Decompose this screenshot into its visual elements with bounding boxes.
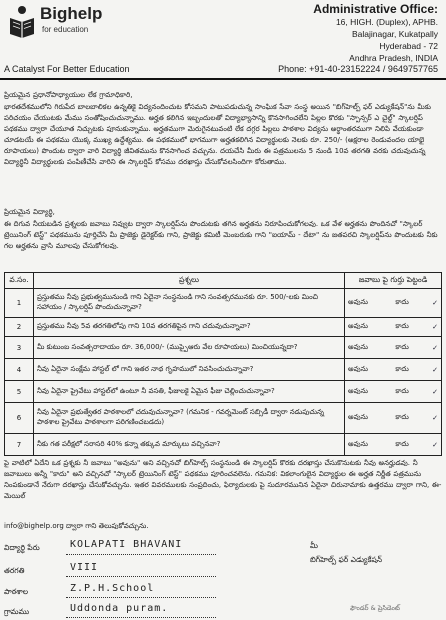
answer-cell[interactable] [345, 318, 442, 337]
office-title: Administrative Office: [313, 2, 438, 16]
answer-yes[interactable]: అవును [348, 298, 368, 306]
answer-cell[interactable] [345, 337, 442, 359]
answer-yes[interactable]: అవును [348, 386, 368, 395]
office-address [218, 2, 438, 64]
row-number: 3 [5, 337, 34, 359]
answer-no[interactable]: కాదు [395, 386, 409, 395]
greeting-student: ప్రియమైన విద్యార్థి, [4, 208, 55, 216]
village-label: గ్రామము [4, 607, 30, 616]
question-text: నీవు ఏదైనా సంక్షేమ హాస్టల్ లో గాని ఇతర నాథ గృహములో నివసించుచున్నావా? [34, 359, 345, 381]
email-contact: info@bighelp.org ద్వారా గాని తెలుపుకోవచ్చును. [4, 522, 149, 530]
checkmark-icon: ✓ [432, 323, 438, 331]
answer-yes[interactable]: అవును [348, 439, 368, 448]
answer-cell[interactable] [345, 434, 442, 456]
checkmark-icon: ✓ [432, 414, 438, 422]
address-line: Andhra Pradesh, INDIA [349, 53, 438, 63]
row-number: 2 [5, 318, 34, 337]
answer-no[interactable]: కాదు [395, 322, 409, 330]
answer-no[interactable]: కాదు [395, 298, 409, 306]
answer-yes[interactable]: అవును [348, 342, 368, 351]
eligibility-table [4, 272, 442, 456]
footer-instructions: పై వాటిలో ఏదేని ఒక ప్రశ్నకు నీ జవాబు "అవును" అని వచ్చినచో బిగ్‌హెల్ప్ సంస్థనుండి ఈ స్కాలర్షిప్ కొరకు దరఖాస్తు చేసుకొనుటకు నీవు అనర్హుడవు. నీ జవాబులు అన్నీ "కాదు" అని వచ్చినచో "స్కాలర్ ట్రెయినింగ్ టెస్ట్" పథకము పూరించవలెను. గమనిక: వికలాంగులైన విద్యార్థుల ఈ అర్హత నిర్ణీత పత్రమును నింపకుండానే నేరుగా దరఖాస్తు చేసుకోవచ్చును. ఇతర వివరములకు సంప్రదించు, ఫిర్యాదులకు పై సుదూరమునిన ఏదైనా చిరునామాకు ఉత్తరము ద్వారా గాని, ఈ-మెయిల్ [4, 459, 442, 500]
question-text: ప్రస్తుతము నీవు 5వ తరగతిలోపు గాని 10వ తరగతిపైన గాని చదువుచున్నావా? [34, 318, 345, 337]
table-header-row [5, 273, 442, 289]
answer-cell[interactable] [345, 359, 442, 381]
checkmark-icon: ✓ [432, 365, 438, 374]
row-number: 5 [5, 381, 34, 403]
row-number: 6 [5, 403, 34, 434]
table-row [5, 434, 442, 456]
header-divider [0, 78, 446, 80]
question-text: నీవు ఏదైనా ప్రభుత్వేతర పాఠశాలలో చదువుచున్నావా? (గమనిక - గవర్నమెంట్ సబ్సిడీ ద్వారా నడుపుచున్న పాఠశాల ప్రైవేటు పాఠశాలగా పరిగణించబడదు) [34, 403, 345, 434]
answer-cell[interactable] [345, 381, 442, 403]
signature-block [310, 541, 440, 566]
answer-no[interactable]: కాదు [395, 364, 409, 373]
fill-line [66, 554, 216, 555]
phone-numbers: Phone: +91-40-23152224 / 9649757765 [278, 64, 438, 74]
checkmark-icon: ✓ [432, 440, 438, 449]
fill-line [66, 597, 216, 598]
tagline: A Catalyst For Better Education [4, 64, 130, 74]
table-row [5, 337, 442, 359]
col-header-answer: జవాబు పై గుర్తు పెట్టండి [345, 273, 442, 289]
question-text: ప్రస్తుతము నీవు ప్రభుత్వమునుండి గాని ఏదైనా సంస్థనుండి గాని సంవత్సరమునకు రూ. 500/-లకు మించి సహాయం / స్కాలర్షిప్ పొందుచున్నావా? [34, 289, 345, 318]
row-number: 1 [5, 289, 34, 318]
class-label: తరగతి [4, 566, 25, 575]
table-row [5, 381, 442, 403]
answer-yes[interactable]: అవును [348, 413, 368, 421]
book-logo-icon [8, 4, 36, 38]
greeting-headmaster: ప్రియమైన ప్రధానోపాధ్యాయుల లేక గ్రామాధికారి, [4, 91, 133, 99]
question-text: మీ కుటుంబ సంవత్సరాదాయం రూ. 36,000/- (ముప్పైఆరు వేల రూపాయలు) మించియున్నదా? [34, 337, 345, 359]
question-text: నీకు గత పరీక్షలో సరాసరి 40% కన్నా తక్కువ మార్కులు వచ్చినవా? [34, 434, 345, 456]
table-row [5, 403, 442, 434]
col-header-number: వ.సం. [5, 273, 34, 289]
checkmark-icon: ✓ [432, 299, 438, 307]
fill-line [66, 617, 216, 618]
school-label: పాఠశాల [4, 587, 29, 596]
address-line: 16, HIGH. (Duplex), APHB. [335, 17, 438, 27]
address-line: Hyderabad - 72 [379, 41, 438, 51]
brand-subtitle: for education [42, 25, 89, 34]
school-value[interactable]: Z.P.H.School [70, 583, 155, 594]
intro-paragraph: భారతదేశములోని గిరుపేద బాలబాలికల ఉన్నతికై విద్యనందించుట కోసమని పాటుపడుచున్న సాంఘిక సేవా సంస్థ అయిన "బిగ్‌హెల్ప్ ఫర్ ఎడ్యుకేషన్"ను మీకు పరిచయం చేయుటకు మేము సంతోషించుచున్నాము. అర్హత కలిగిన ఇబ్బందులతో విద్యాభ్యాసాన్ని కొనసాగించలేని పిల్లల కొరకు "స్పాన్సర్ ఎ చైల్డ్" స్కాలర్షిప్ పథకము ద్వారా చేయూత నిచ్చుటకు పూనుకున్నాము. అర్హతముగా మెరుగైనటువంటి లేక దగ్గర పిల్లలు పాఠశాల విద్యను అర్థాంతరముగా నిలిపి వేయకుండా చూడటయే ఈ పథకము యొక్క ముఖ్య ఉద్దేశ్యము. ఈ పథకములో భాగముగా అర్హతకలిగిన విద్యార్థులకు నెలకు రూ. 250/- (అక్షరాల రెండువందల యాభై రూపాయలు) పొందుట ద్వారా వారి విద్యార్థి జీవితమును కొనసాగించ వచ్చును. దయచేసి మీరు ఈ పత్రములను 5 నుండి 10వ తరగతి వరకు చదువుచున్న విద్యార్థినీ విద్యార్థులకు పంపిణీచేసి వారిని ఈ స్కాలర్షిప్ కోసము దరఖాస్తు చేసుకోవలసిందిగా కోరుతాము. [4, 103, 431, 166]
signature-org: బిగ్‌హెల్ప్ ఫర్ ఎడ్యుకేషన్ [310, 555, 383, 564]
answer-no[interactable]: కాదు [395, 342, 409, 351]
answer-no[interactable]: కాదు [395, 439, 409, 448]
village-value[interactable]: Uddonda puram. [70, 603, 169, 614]
table-row [5, 318, 442, 337]
question-text: నీవు ఏదైనా ప్రైవేటు హాస్టల్‌లో ఉంటూ నీ వసతి, ఫీజులకై ఏమైన ఫీజు చెల్లించుచున్నావా? [34, 381, 345, 403]
student-name-label: విద్యార్థి పేరు [4, 543, 40, 552]
table-row [5, 289, 442, 318]
fill-line [66, 576, 216, 577]
col-header-questions: ప్రశ్నలు [34, 273, 345, 289]
row-number: 7 [5, 434, 34, 456]
row-number: 4 [5, 359, 34, 381]
signature-salutation: మీ [310, 541, 318, 550]
brand-name: Bighelp [40, 4, 103, 23]
checkmark-icon: ✓ [432, 387, 438, 396]
answer-yes[interactable]: అవును [348, 322, 368, 330]
table-row [5, 359, 442, 381]
checkmark-icon: ✓ [432, 343, 438, 352]
answer-no[interactable]: కాదు [395, 413, 409, 421]
student-name-value[interactable]: KOLAPATI BHAVANI [70, 539, 183, 550]
class-value[interactable]: VIII [70, 562, 99, 573]
address-line: Balajinagar, Kukatpally [351, 29, 438, 39]
answer-yes[interactable]: అవును [348, 364, 368, 373]
answer-cell[interactable] [345, 403, 442, 434]
signature-title: ఫౌండర్ & ప్రెసిడెంట్ [350, 604, 400, 612]
answer-cell[interactable] [345, 289, 442, 318]
instructions-paragraph: ఈ దిగువ నీయబడిన ప్రశ్నలకు జవాబు నివ్వుట ద్వారా స్కాలర్షిప్‌ను పొందుటకు తగిన అర్హతను నిరూపించుకోగలవు. ఒక వేళ అర్హతను పొందినచో "స్కాలర్ ట్రెయినింగ్ టెస్ట్" పథకమును పూర్తిచేసి మీ ప్రాజెక్టు డైరెక్టర్‌కు గాని, ప్రాజెక్టు కమిటీ మెంబరుకు గాని "ఐయామ్ - దేటా" ను జతపరచి స్కాలర్షిప్‌ను పొందుటకు నీకు గల అర్హతను వ్రాసి మూలపు చేసుకోగలవు. [4, 220, 438, 250]
